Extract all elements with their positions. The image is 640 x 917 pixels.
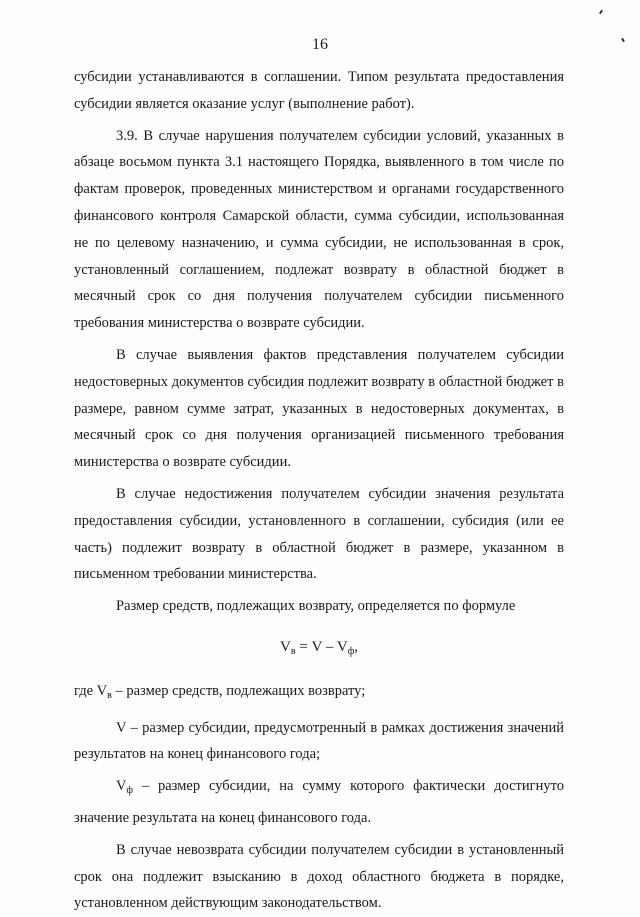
formula-lhs: V — [280, 638, 291, 655]
definition-vf-subscript: ф — [126, 785, 133, 797]
paragraph-3-9: 3.9. В случае нарушения получателем субсидии условий, указанных в абзаце восьмом пункта 3.1 настоящего Порядка, выявленного в том числе по фактам проверок, проведенных министерством и органами государственного финансового контроля Самарской области, сумма субсидии, использованная не по целевому назначению, и сумма субсидии, не использованная в срок, установленный соглашением, подлежат возврату в областной бюджет в месячный срок со дня получения получателем субсидии письменного требования министерства о возврате субсидии. — [74, 127, 564, 332]
scan-mark — [599, 10, 603, 14]
formula — [74, 634, 564, 666]
definition-vv — [74, 678, 564, 710]
definition-vv-text: – размер средств, подлежащих возврату; — [111, 682, 366, 699]
formula-rhs: = V – V — [295, 638, 348, 655]
definition-vf — [74, 773, 564, 832]
definition-vf-text: – размер субсидии, на сумму которого фактически достигнуто значение результата на конец финансового года. — [74, 778, 564, 826]
document-body — [74, 64, 564, 917]
paragraph-result-not-achieved: В случае недостижения получателем субсидии значения результата предоставления субсидии, установленного в соглашении, субсидия (или ее часть) подлежит возврату в областной бюджет в размере, указанном в письменном требовании министерства. — [74, 485, 564, 583]
paragraph-false-documents: В случае выявления фактов представления получателем субсидии недостоверных документов субсидия подлежит возврату в областной бюджет в размере, равном сумме затрат, указанных в недостоверных документах, в месячный срок со дня получения организацией письменного требования министерства о возврате субсидии. — [74, 346, 564, 471]
formula-lhs-subscript: в — [290, 645, 296, 657]
page-number: 16 — [312, 36, 328, 53]
formula-tail: , — [354, 638, 358, 655]
paragraph-continuation: субсидии устанавливаются в соглашении. Типом результата предоставления субсидии является оказание услуг (выполнение работ). — [74, 69, 564, 112]
definition-vv-subscript: в — [107, 689, 112, 701]
paragraph-non-return: В случае невозврата субсидии получателем субсидии в установленный срок она подлежит взысканию в доход областного бюджета в порядке, установленном действующим законодательством. — [74, 841, 564, 912]
formula-rhs-subscript: ф — [347, 645, 355, 657]
paragraph-formula-intro: Размер средств, подлежащих возврату, определяется по формуле — [116, 598, 516, 615]
definition-vf-symbol: V — [116, 778, 127, 795]
definition-v: V – размер субсидии, предусмотренный в рамках достижения значений результатов на конец финансового года; — [74, 719, 564, 763]
definition-vv-symbol: где V — [74, 682, 108, 699]
